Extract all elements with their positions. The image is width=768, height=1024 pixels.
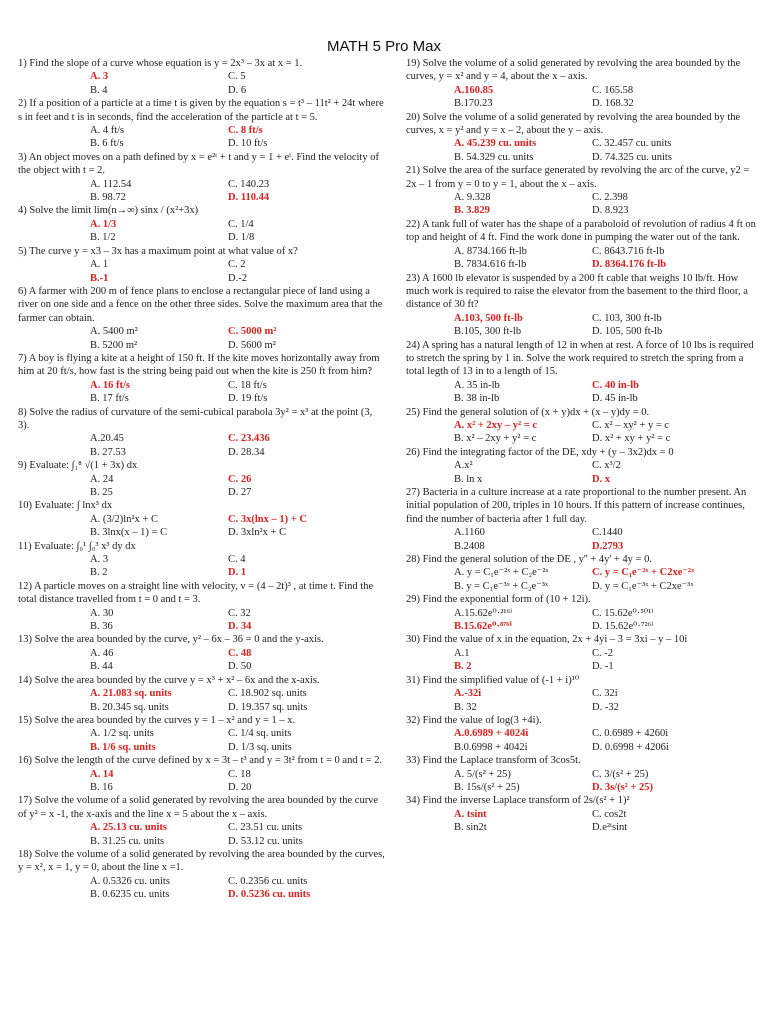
correct-answer-option: D. 110.44 — [228, 192, 270, 204]
answer-option: B. 32 — [454, 701, 477, 713]
answer-option: D. 19 ft/s — [228, 393, 268, 405]
answer-option: A. 1 — [90, 259, 109, 271]
question-item — [406, 111, 756, 165]
correct-answer-option: A. x² + 2xy – y² = c — [454, 419, 538, 431]
answer-options — [406, 647, 756, 674]
answer-options — [18, 325, 386, 352]
answer-options — [406, 808, 756, 835]
question-item — [406, 339, 756, 406]
answer-option: B. 5200 m² — [90, 339, 138, 351]
correct-answer-option: A. 14 — [90, 768, 114, 780]
answer-option: D. 8.923 — [592, 205, 629, 217]
answer-options — [406, 727, 756, 754]
answer-option: D. 0.6998 + 4206i — [592, 741, 669, 753]
answer-option: A. 4 ft/s — [90, 125, 125, 137]
answer-option: B.0.6998 + 4042i — [454, 741, 528, 753]
answer-option: C. -2 — [592, 647, 613, 659]
answer-option: C. 18 — [228, 768, 251, 780]
answer-options — [406, 245, 756, 272]
correct-answer-option: C. 3x(lnx – 1) + C — [228, 513, 307, 525]
answer-option: B. 15s/(s² + 25) — [454, 781, 520, 793]
answer-option: B. 98.72 — [90, 192, 126, 204]
question-item — [406, 406, 756, 446]
answer-option: B. 44 — [90, 661, 113, 673]
question-text: 24) A spring has a natural length of 12 in when at rest. A force of 10 lbs is required to stretch the spring by 1 in. Solve the work required to stretch the spring from a total legth of 13 in to a length of 15. — [406, 339, 754, 378]
answer-option: D. -1 — [592, 661, 614, 673]
answer-option: A. 35 in-lb — [454, 379, 500, 391]
answer-options — [18, 513, 386, 540]
answer-options — [18, 607, 386, 634]
answer-options — [406, 607, 756, 634]
answer-option: C. 5 — [228, 71, 246, 83]
question-text: 3) An object moves on a path defined by x = e²ᵗ + t and y = 1 + eᵗ. Find the velocity of the object with t = 2. — [18, 151, 379, 177]
question-item — [406, 633, 756, 673]
question-text: 31) Find the simplified value of (-1 + i)¹⁰ — [406, 674, 580, 686]
answer-option: B. 4 — [90, 84, 108, 96]
question-item — [406, 754, 756, 794]
answer-option: B. 36 — [90, 621, 113, 633]
answer-option: A. 5400 m² — [90, 326, 138, 338]
question-text: 9) Evaluate: ∫₁⁸ √(1 + 3x) dx — [18, 460, 138, 472]
correct-answer-option: B.-1 — [90, 272, 109, 284]
answer-options — [406, 191, 756, 218]
answer-option: D. 74.325 cu. units — [592, 151, 672, 163]
answer-options — [18, 875, 386, 902]
answer-option: B. 17 ft/s — [90, 393, 129, 405]
question-item — [18, 540, 386, 580]
correct-answer-option: D. 3s/(s² + 25) — [592, 781, 654, 793]
answer-options — [406, 566, 756, 593]
question-text: 21) Solve the area of the surface generated by revolving the arc of the curve, y2 = 2x – 1 from y = 0 to y = 1, about the x – axis. — [406, 165, 750, 190]
question-item — [18, 674, 386, 714]
answer-option: A. 0.5326 cu. units — [90, 875, 170, 887]
question-item — [406, 218, 756, 272]
answer-options — [18, 124, 386, 151]
correct-answer-option: C. y = C₁e⁻²ˣ + C2xe⁻²ˣ — [592, 567, 695, 579]
question-text: 13) Solve the area bounded by the curve, y² – 6x – 36 = 0 and the y-axis. — [18, 634, 324, 646]
answer-options — [18, 553, 386, 580]
answer-option: B. 54.329 cu. units — [454, 151, 534, 163]
answer-option: C. 103, 300 ft-lb — [592, 312, 662, 324]
answer-options — [18, 727, 386, 754]
question-item — [18, 580, 386, 634]
answer-option: C. 0.2356 cu. units — [228, 875, 308, 887]
question-text: 2) If a position of a particle at a time t is given by the equation s = t³ – 11t² + 24t where s in feet and t is in seconds, find the acceleration of the particle at t = 5. — [18, 98, 384, 123]
correct-answer-option: B. 1/6 sq. units — [90, 741, 156, 753]
correct-answer-option: D. x — [592, 473, 611, 485]
question-item — [18, 151, 386, 205]
question-item — [18, 459, 386, 499]
question-item — [406, 272, 756, 339]
correct-answer-option: D.2793 — [592, 540, 624, 552]
answer-option: D. 19.357 sq. units — [228, 701, 308, 713]
answer-option: B.105, 300 ft-lb — [454, 326, 522, 338]
answer-option: C. 18.902 sq. units — [228, 688, 307, 700]
correct-answer-option: D. 1 — [228, 567, 247, 579]
correct-answer-option: A. 45.239 cu. units — [454, 138, 537, 150]
answer-option: B. 1/2 — [90, 232, 116, 244]
correct-answer-option: C. 23.436 — [228, 433, 270, 445]
question-text: 12) A particle moves on a straight line with velocity, v = (4 – 2t)³ , at time t. Find the total distance travelled from t = 0 and t = 3. — [18, 580, 374, 606]
answer-option: D. y = C₁e⁻³ˣ + C2xe⁻³ˣ — [592, 580, 694, 592]
answer-options — [18, 647, 386, 674]
correct-answer-option: B. 3.829 — [454, 205, 490, 217]
answer-option: C. cos2t — [592, 808, 627, 820]
question-text: 23) A 1600 lb elevator is suspended by a 200 ft cable that weighs 10 lb/ft. How much work is required to raise the elevator from the basement to the third floor, a distance of 30 ft? — [406, 272, 748, 311]
answer-option: C. 2 — [228, 259, 246, 271]
answer-option: C. 32.457 cu. units — [592, 138, 672, 150]
answer-option: C. 15.62e⁰·⁵⁰¹ⁱ — [592, 607, 654, 619]
page-title: MATH 5 Pro Max — [327, 38, 441, 55]
question-text: 26) Find the integrating factor of the DE, xdy + (y – 3x2)dx = 0 — [406, 446, 674, 458]
question-text: 1) Find the slope of a curve whose equation is y = 2x³ – 3x at x = 1. — [18, 58, 303, 69]
correct-answer-option: C. 8 ft/s — [228, 125, 263, 137]
answer-option: A.1 — [454, 647, 470, 659]
answer-option: D.-2 — [228, 272, 247, 284]
answer-option: B. ln x — [454, 473, 483, 485]
answer-option: A. 30 — [90, 607, 114, 619]
answer-option: D. 1/8 — [228, 232, 255, 244]
question-item — [406, 794, 756, 834]
answer-options — [406, 526, 756, 553]
question-text: 20) Solve the volume of a solid generated by revolving the area bounded by the curves, x = y² and y = x – 2, about the y – axis. — [406, 111, 741, 137]
answer-option: D. 50 — [228, 661, 252, 673]
answer-option: D. 53.12 cu. units — [228, 835, 303, 847]
question-text: 34) Find the inverse Laplace transform of 2s/(s² + 1)² — [406, 795, 630, 807]
answer-option: B. 25 — [90, 487, 113, 498]
answer-option: B. 7834.616 ft-lb — [454, 259, 527, 271]
answer-options — [406, 768, 756, 795]
answer-option: D. 168.32 — [592, 98, 634, 110]
correct-answer-option: C. 5000 m² — [228, 326, 277, 338]
question-item — [18, 285, 386, 352]
answer-option: D. x² + xy + y² = c — [592, 433, 671, 445]
correct-answer-option: C. 26 — [228, 473, 252, 485]
answer-option: C. 32 — [228, 607, 251, 619]
answer-option: B. 27.53 — [90, 446, 126, 458]
question-item — [18, 714, 386, 754]
answer-option: A. 1/2 sq. units — [90, 728, 154, 740]
answer-option: C. 32i — [592, 688, 618, 700]
correct-answer-option: B.15.62e⁰·⁸⁷⁶ⁱ — [454, 621, 512, 633]
answer-options — [18, 687, 386, 714]
answer-options — [18, 70, 386, 97]
question-text: 6) A farmer with 200 m of fence plans to enclose a rectangular piece of land using a river on one side and a fence on the other three sides. Solve the maximum area that the farmer can obtain. — [18, 285, 383, 324]
correct-answer-option: A.-32i — [454, 688, 482, 700]
answer-options — [406, 312, 756, 339]
answer-option: D. 45 in-lb — [592, 393, 638, 405]
answer-option: C. 23.51 cu. units — [228, 822, 303, 834]
question-text: 16) Solve the length of the curve defined by x = 3t – t³ and y = 3t² from t = 0 and t = 2. — [18, 755, 383, 767]
answer-option: B. 6 ft/s — [90, 138, 124, 150]
correct-answer-option: A. 25.13 cu. units — [90, 822, 168, 834]
question-text: 22) A tank full of water has the shape of a paraboloid of revolution of radius 4 ft on top and height of 4 ft. Find the work done in pumping the water out of the tank. — [406, 218, 756, 244]
correct-answer-option: A. 3 — [90, 71, 109, 83]
answer-options — [18, 473, 386, 500]
answer-options — [18, 258, 386, 285]
answer-option: D. 20 — [228, 781, 252, 793]
answer-options — [18, 821, 386, 848]
answer-option: C. 165.58 — [592, 84, 634, 96]
question-text: 25) Find the general solution of (x + y)dx + (x – y)dy = 0. — [406, 406, 650, 418]
answer-option: A.x² — [454, 460, 473, 472]
question-text: 4) Solve the limit lim(n→∞) sinx / (x²+3x) — [18, 205, 199, 217]
right-column — [406, 57, 756, 835]
question-item — [18, 848, 386, 902]
question-item — [18, 754, 386, 794]
answer-options — [406, 419, 756, 446]
question-item — [406, 446, 756, 486]
answer-option: B. y = C₁e⁻³ˣ + C₂e⁻³ˣ — [454, 580, 548, 592]
answer-option: C.1440 — [592, 527, 623, 539]
answer-options — [18, 432, 386, 459]
question-text: 32) Find the value of log(3 +4i). — [406, 714, 542, 726]
answer-option: A. 8734.166 ft-lb — [454, 245, 527, 257]
answer-option: A. 24 — [90, 473, 114, 485]
answer-options — [406, 379, 756, 406]
answer-option: B. 16 — [90, 781, 113, 793]
question-text: 28) Find the general solution of the DE , y'' + 4y' + 4y = 0. — [406, 554, 652, 566]
question-item — [18, 633, 386, 673]
question-item — [18, 204, 386, 244]
answer-options — [406, 84, 756, 111]
question-text: 7) A boy is flying a kite at a height of 150 ft. If the kite moves horizontally away from him at 20 ft/s, how fast is the string being paid out when the kite is 250 ft from him? — [18, 352, 380, 378]
correct-answer-option: C. 40 in-lb — [592, 379, 639, 391]
correct-answer-option: B. 2 — [454, 661, 472, 673]
question-text: 17) Solve the volume of a solid generated by revolving the area bounded by the curve of y² = x -1, the x-axis and the line x = 5 about the x – axis. — [18, 795, 379, 820]
answer-option: C. 1/4 sq. units — [228, 728, 292, 740]
question-item — [406, 714, 756, 754]
answer-option: B. 31.25 cu. units — [90, 835, 165, 847]
answer-option: D. 10 ft/s — [228, 138, 268, 150]
answer-options — [18, 768, 386, 795]
correct-answer-option: A. tsint — [454, 808, 487, 820]
question-item — [406, 57, 756, 111]
correct-answer-option: A.103, 500 ft-lb — [454, 312, 523, 324]
answer-option: C. 140.23 — [228, 178, 270, 190]
answer-option: B. 3lnx(x – 1) = C — [90, 527, 168, 539]
answer-option: D. 6 — [228, 84, 247, 96]
correct-answer-option: A. 1/3 — [90, 218, 117, 230]
answer-option: B. 2 — [90, 567, 108, 579]
question-text: 15) Solve the area bounded by the curves y = 1 – x² and y = 1 – x. — [18, 714, 296, 726]
question-item — [18, 794, 386, 848]
answer-option: D. 5600 m² — [228, 339, 276, 351]
answer-option: A. (3/2)ln²x + C — [90, 513, 158, 525]
question-text: 8) Solve the radius of curvature of the semi-cubical parabola 3y² = x³ at the point (3, 3). — [18, 406, 373, 431]
correct-answer-option: D. 0.5236 cu. units — [228, 889, 311, 901]
answer-option: D. 105, 500 ft-lb — [592, 326, 663, 338]
answer-option: D.e²ᵗsint — [592, 822, 628, 834]
answer-option: A. y = C₁e⁻²ˣ + C₂e⁻²ˣ — [454, 567, 549, 579]
question-item — [406, 674, 756, 714]
answer-options — [18, 178, 386, 205]
answer-option: B. 20.345 sq. units — [90, 701, 169, 713]
answer-option: D. 15.62e⁰·⁷²⁶ⁱ — [592, 621, 654, 633]
question-text: 27) Bacteria in a culture increase at a rate proportional to the number present. An initial population of 200, triples in 10 hours. If this pattern of increase continues, find the number of bacteria after 1 full day. — [406, 487, 747, 525]
answer-option: C. 1/4 — [228, 218, 254, 230]
answer-options — [18, 379, 386, 406]
answer-option: B. 0.6235 cu. units — [90, 889, 170, 901]
answer-option: D. 27 — [228, 487, 252, 498]
answer-options — [406, 459, 756, 486]
answer-option: A. 112.54 — [90, 178, 132, 190]
answer-option: A. 3 — [90, 554, 109, 566]
answer-option: B.2408 — [454, 540, 485, 552]
answer-option: C. 0.6989 + 4260i — [592, 728, 669, 740]
answer-option: C. 8643.716 ft-lb — [592, 245, 665, 257]
question-item — [406, 486, 756, 553]
question-text: 29) Find the exponential form of (10 + 12i). — [406, 594, 591, 606]
answer-option: D. 3xln²x + C — [228, 527, 287, 539]
correct-answer-option: A.0.6989 + 4024i — [454, 728, 529, 740]
correct-answer-option: A. 21.083 sq. units — [90, 688, 172, 700]
question-text: 10) Evaluate: ∫ lnx³ dx — [18, 500, 113, 512]
answer-option: C. x³/2 — [592, 460, 621, 472]
answer-option: A. 9.328 — [454, 192, 491, 204]
answer-options — [406, 137, 756, 164]
answer-options — [18, 218, 386, 245]
answer-option: C. x² – xy² + y = c — [592, 419, 670, 431]
answer-option: C. 18 ft/s — [228, 379, 267, 391]
question-item — [18, 406, 386, 460]
question-item — [406, 164, 756, 218]
correct-answer-option: A. 16 ft/s — [90, 379, 130, 391]
answer-option: C. 3/(s² + 25) — [592, 768, 649, 780]
answer-options — [406, 687, 756, 714]
question-text: 30) Find the value of x in the equation, 2x + 4yi – 3 = 3xi – y – 10i — [406, 634, 688, 646]
answer-option: B. sin2t — [454, 822, 487, 834]
correct-answer-option: A.160.85 — [454, 84, 494, 96]
question-text: 18) Solve the volume of a solid generated by revolving the area bounded by the curves, y = x², x = 1, y = 0, about the line x =1. — [18, 848, 385, 874]
correct-answer-option: D. 34 — [228, 621, 252, 633]
question-item — [406, 553, 756, 593]
answer-option: A.1160 — [454, 527, 485, 539]
answer-option: C. 4 — [228, 554, 246, 566]
answer-option: A.15.62e⁰·²¹⁶ⁱ — [454, 607, 513, 619]
question-item — [18, 352, 386, 406]
question-text: 11) Evaluate: ∫₀¹ ∫₀³ x³ dy dx — [18, 540, 136, 552]
correct-answer-option: D. 8364.176 ft-lb — [592, 259, 667, 271]
question-item — [18, 499, 386, 539]
question-item — [18, 245, 386, 285]
question-text: 19) Solve the volume of a solid generated by revolving the area bounded by the curves, y = x² and y = 4, about the x – axis. — [406, 58, 741, 83]
answer-option: B. 38 in-lb — [454, 393, 500, 405]
answer-option: A.20.45 — [90, 433, 124, 445]
answer-option: C. 2.398 — [592, 192, 628, 204]
answer-option: A. 46 — [90, 647, 114, 659]
question-text: 5) The curve y = x3 – 3x has a maximum point at what value of x? — [18, 245, 298, 257]
answer-option: B. x² – 2xy + y² = c — [454, 433, 537, 445]
correct-answer-option: C. 48 — [228, 647, 252, 659]
answer-option: D. 1/3 sq. units — [228, 741, 292, 753]
answer-option: B.170.23 — [454, 98, 493, 110]
question-item — [406, 593, 756, 633]
question-text: 33) Find the Laplace transform of 3cos5t. — [406, 755, 581, 767]
left-column — [18, 57, 386, 902]
answer-option: D. 28.34 — [228, 446, 265, 458]
question-item — [18, 97, 386, 151]
question-text: 14) Solve the area bounded by the curve y = x³ + x² – 6x and the x-axis. — [18, 674, 320, 686]
question-item — [18, 57, 386, 97]
answer-option: D. -32 — [592, 701, 619, 713]
answer-option: A. 5/(s² + 25) — [454, 768, 511, 780]
